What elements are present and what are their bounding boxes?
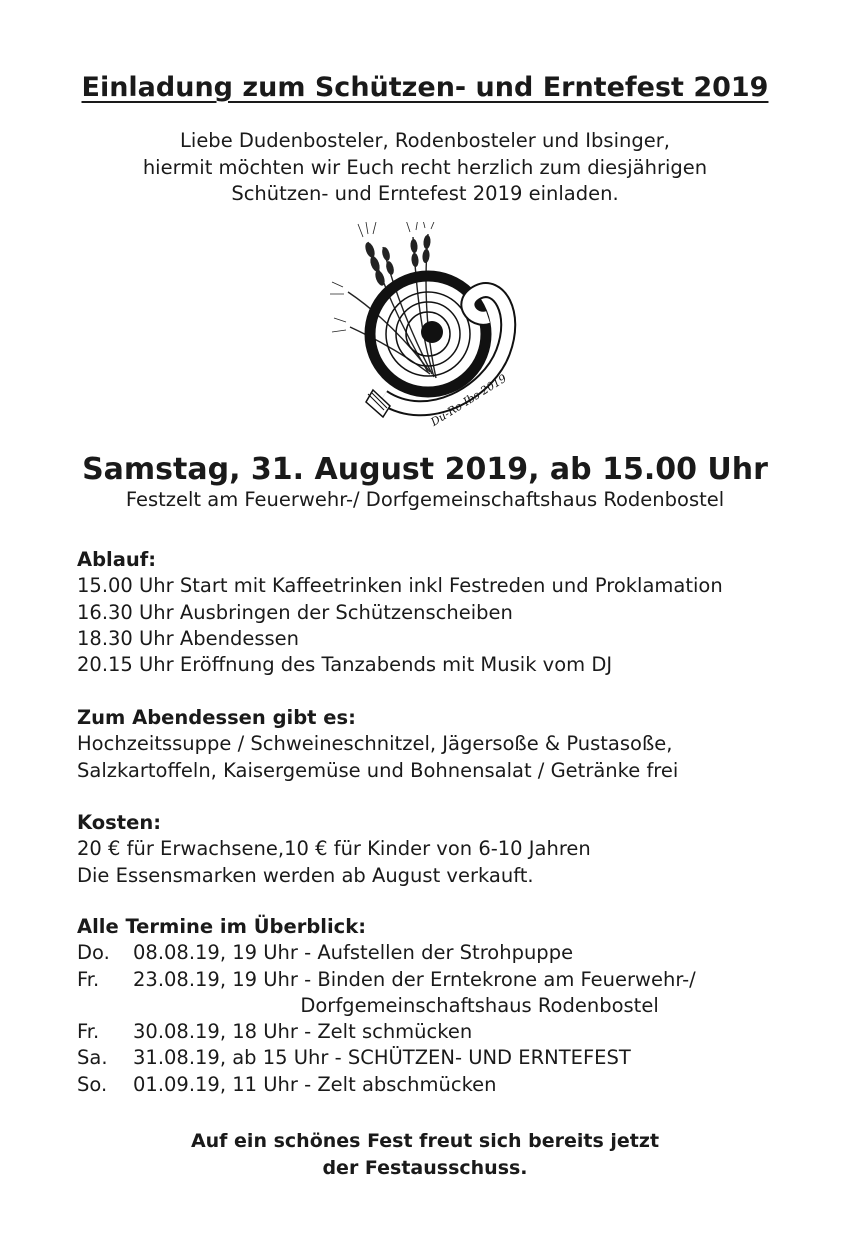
text-line: Die Essensmarken werden ab August verkauft. (77, 863, 534, 887)
date-text: Dorfgemeinschaftshaus Rodenbostel (133, 993, 659, 1017)
intro-line: hiermit möchten wir Euch recht herzlich zum diesjährigen (142, 155, 708, 179)
date-text: 23.08.19, 19 Uhr - Binden der Erntekrone am Feuerwehr-/ (133, 967, 696, 991)
event-date: Samstag, 31. August 2019, ab 15.00 Uhr (82, 452, 768, 487)
date-text: 31.08.19, ab 15 Uhr - SCHÜTZEN- UND ERNTEFEST (133, 1046, 631, 1070)
list-item: 15.00 Uhr Start mit Kaffeetrinken inkl Festreden und Proklamation (77, 574, 723, 598)
list-item (77, 940, 777, 966)
list-item (77, 1072, 777, 1098)
intro-line: Liebe Dudenbosteler, Rodenbosteler und Ibsinger, (180, 129, 670, 152)
dinner-section (77, 705, 678, 784)
weekday: Fr. (77, 967, 100, 991)
schedule-section (77, 547, 723, 678)
date-text: 30.08.19, 18 Uhr - Zelt schmücken (133, 1020, 473, 1044)
list-item (77, 967, 777, 993)
section-heading: Alle Termine im Überblick: (77, 915, 367, 938)
ribbon-text: Du-Ro-Ibs 2019 (428, 371, 509, 429)
text-line: Hochzeitssuppe / Schweineschnitzel, Jägersoße & Pustasoße, (77, 732, 673, 756)
list-item (77, 1019, 777, 1045)
closing-line: der Festausschuss. (322, 1156, 528, 1179)
text-line: Salzkartoffeln, Kaisergemüse und Bohnensalat / Getränke frei (77, 758, 679, 782)
list-item: 20.15 Uhr Eröffnung des Tanzabends mit Musik vom DJ (77, 653, 613, 677)
closing-text (0, 1128, 850, 1181)
intro-line: Schützen- und Erntefest 2019 einladen. (231, 182, 619, 205)
festival-logo (328, 222, 524, 444)
section-heading: Kosten: (77, 811, 161, 834)
list-item (77, 993, 777, 1019)
date-text: 08.08.19, 19 Uhr - Aufstellen der Strohpuppe (133, 941, 574, 965)
costs-section (77, 810, 591, 889)
list-item: 16.30 Uhr Ausbringen der Schützenscheiben (77, 600, 513, 624)
event-venue: Festzelt am Feuerwehr-/ Dorfgemeinschaftshaus Rodenbostel (125, 488, 725, 511)
page-title: Einladung zum Schützen- und Erntefest 2019 (81, 72, 769, 103)
closing-line: Auf ein schönes Fest freut sich bereits jetzt (190, 1130, 660, 1152)
target-bullseye-icon (421, 321, 443, 343)
date-text: 01.09.19, 11 Uhr - Zelt abschmücken (133, 1072, 497, 1096)
section-heading: Zum Abendessen gibt es: (77, 706, 356, 729)
weekday: So. (77, 1072, 108, 1096)
list-item (77, 1045, 777, 1071)
dates-section (77, 914, 777, 1098)
weekday: Do. (77, 941, 110, 965)
list-item: 18.30 Uhr Abendessen (77, 626, 299, 650)
weekday: Fr. (77, 1020, 100, 1044)
text-line: 20 € für Erwachsene,10 € für Kinder von 6-10 Jahren (77, 837, 591, 861)
section-heading: Ablauf: (77, 548, 157, 571)
weekday: Sa. (77, 1046, 108, 1070)
intro-text (0, 128, 850, 208)
